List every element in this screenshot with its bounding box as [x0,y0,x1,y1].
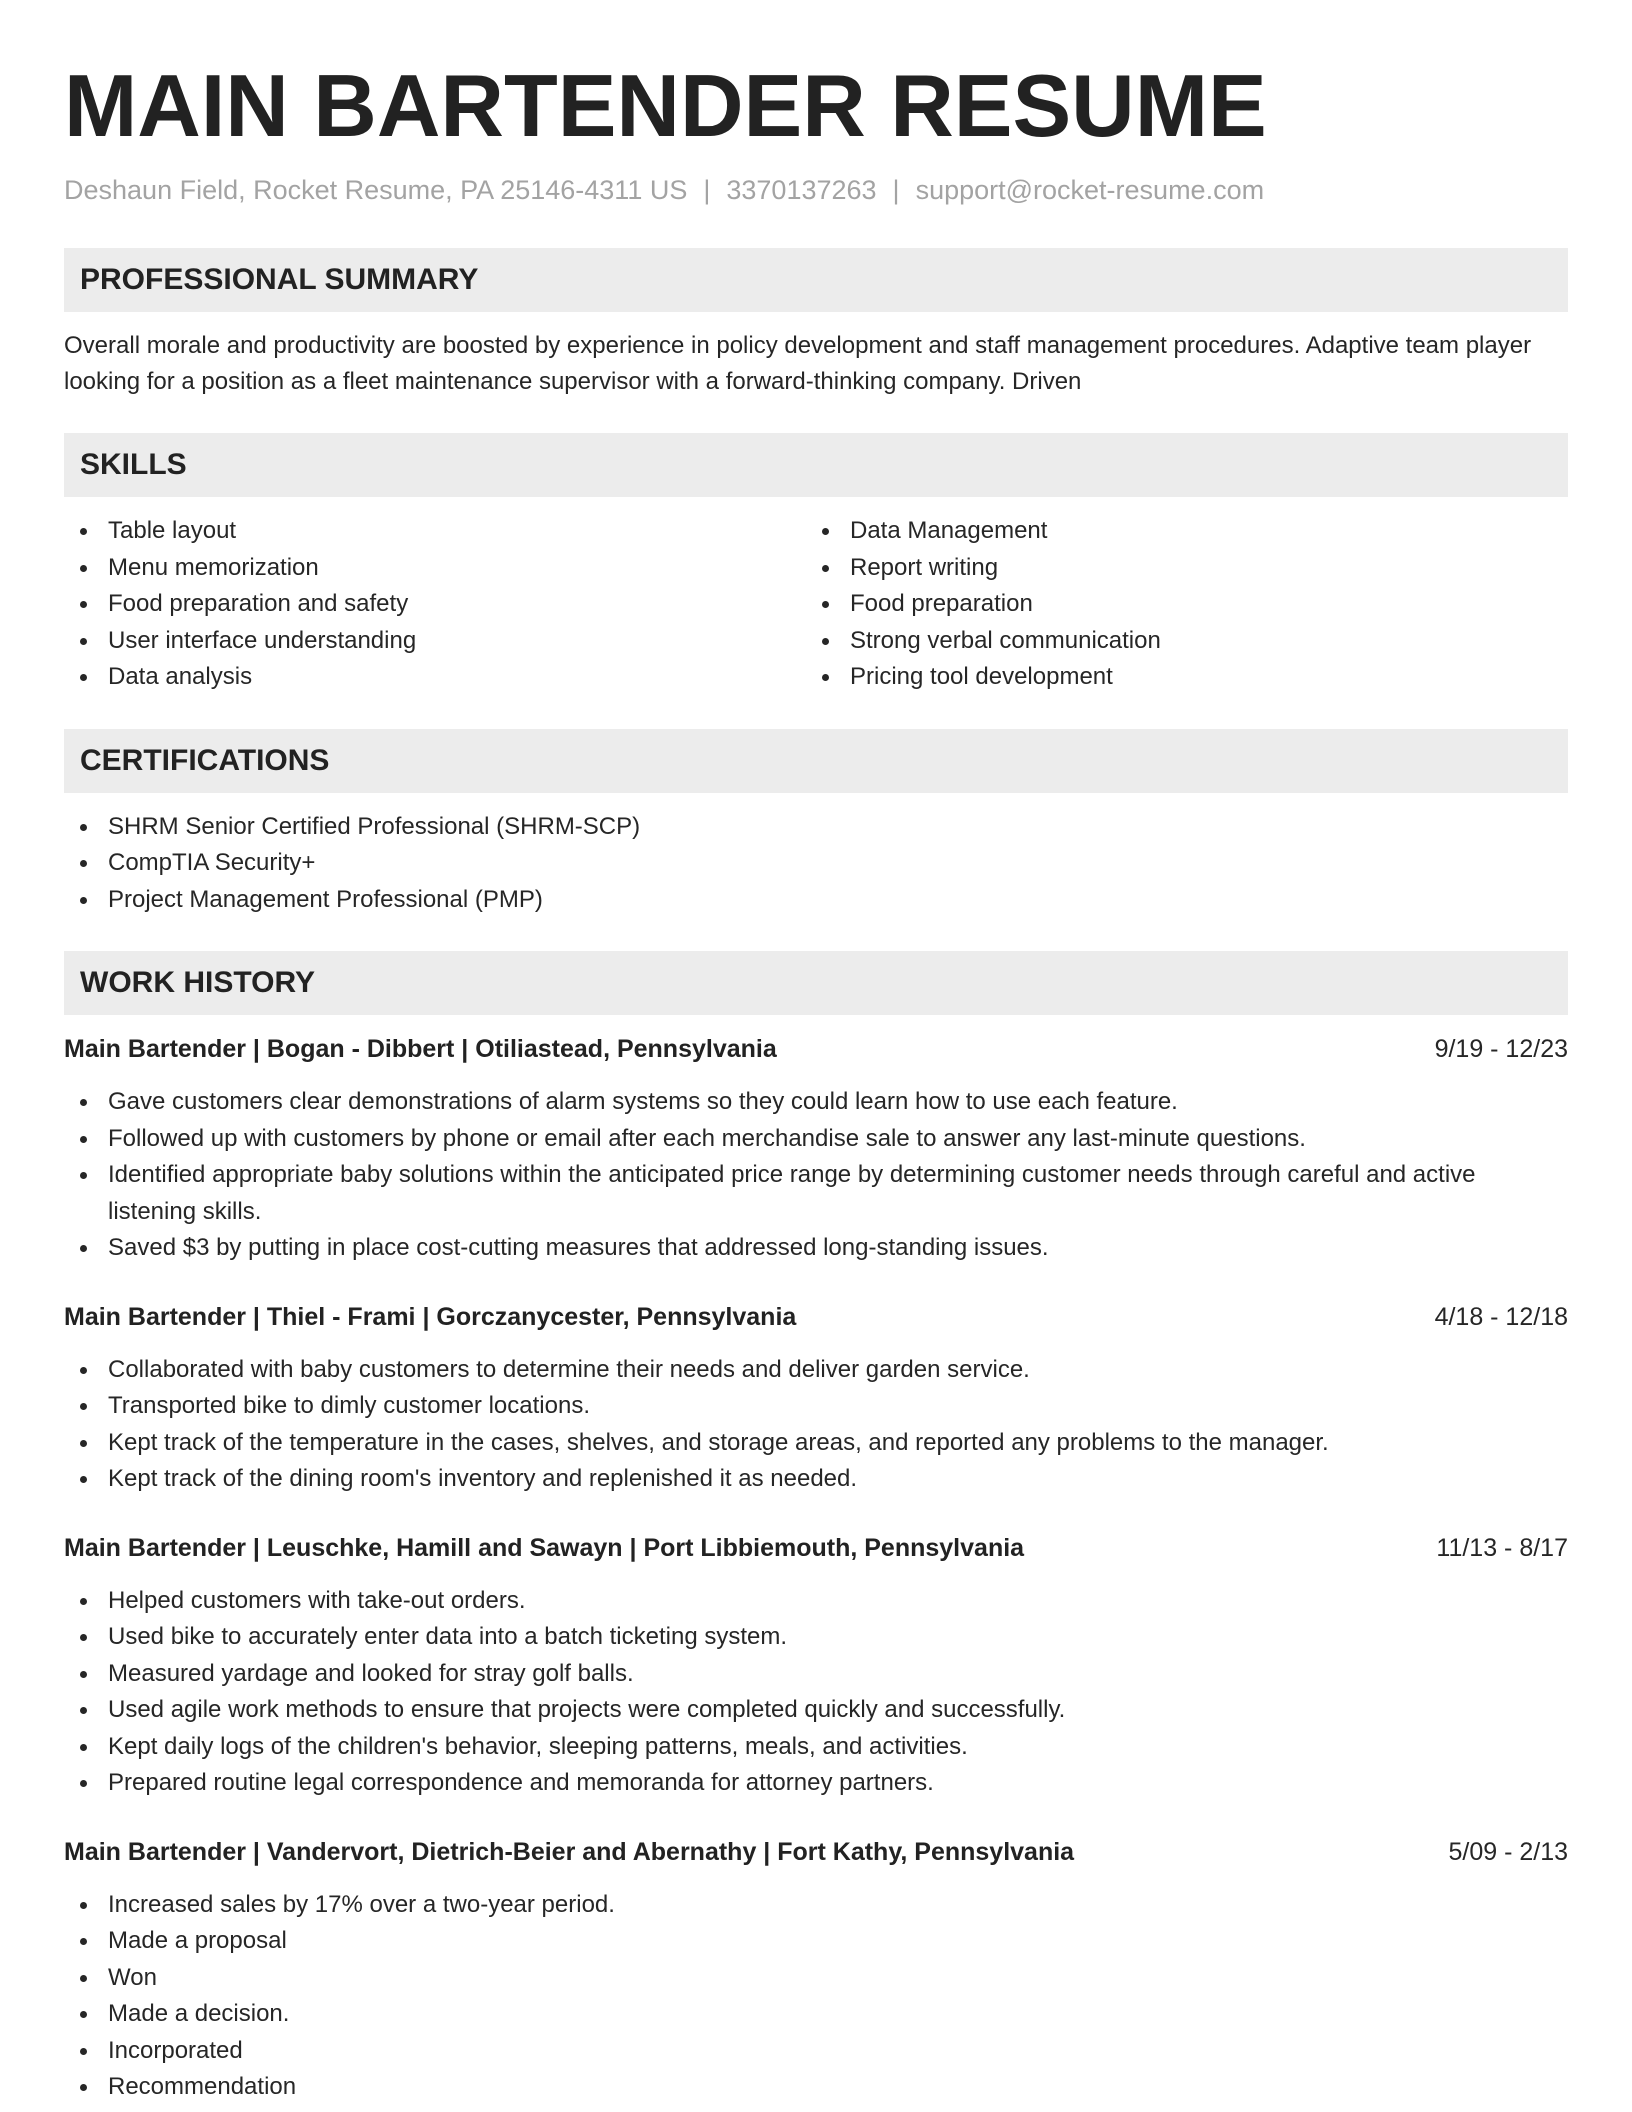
contact-separator: | [703,175,711,205]
job-bullet: Made a proposal [64,1923,1568,1960]
skill-item: Food preparation [806,586,1548,623]
job-header [64,1530,1568,1566]
job-bullet: Prepared routine legal correspondence and memoranda for attorney partners. [64,1765,1568,1802]
job-bullet: Made a decision. [64,1996,1568,2033]
job-bullet: Used bike to accurately enter data into a batch ticketing system. [64,1619,1568,1656]
resume-page [64,0,1568,2106]
job-bullet: Saved $3 by putting in place cost-cutting measures that addressed long-standing issues. [64,1230,1568,1267]
job-title: Main Bartender | Vandervort, Dietrich-Beier and Abernathy | Fort Kathy, Pennsylvania [64,1837,1075,1866]
job-bullet: Used agile work methods to ensure that projects were completed quickly and successfully. [64,1692,1568,1729]
section-header-summary: PROFESSIONAL SUMMARY [64,248,1568,312]
job-title: Main Bartender | Thiel - Frami | Gorczanycester, Pennsylvania [64,1302,797,1331]
contact-line [64,172,1568,208]
contact-phone: 3370137263 [726,175,877,205]
skill-item: Data Management [806,513,1548,550]
job-entry [64,1530,1568,1802]
job-bullet: Gave customers clear demonstrations of alarm systems so they could learn how to use each feature. [64,1084,1568,1121]
job-bullets [64,1352,1568,1498]
job-entry [64,1834,1568,2106]
job-title: Main Bartender | Leuschke, Hamill and Sawayn | Port Libbiemouth, Pennsylvania [64,1533,1025,1562]
skill-item: Data analysis [64,659,806,696]
certification-item: Project Management Professional (PMP) [64,882,1568,919]
job-bullets [64,1583,1568,1802]
job-bullet: Recommendation [64,2069,1568,2106]
job-bullets [64,1887,1568,2106]
certifications-list [64,809,1568,919]
section-header-certifications: CERTIFICATIONS [64,729,1568,793]
job-dates: 4/18 - 12/18 [1434,1302,1568,1331]
resume-title: MAIN BARTENDER RESUME [64,56,1267,155]
skill-item: Food preparation and safety [64,586,806,623]
job-bullet: Followed up with customers by phone or email after each merchandise sale to answer any last-minute questions. [64,1121,1568,1158]
job-bullet: Collaborated with baby customers to determine their needs and deliver garden service. [64,1352,1568,1389]
job-bullet: Kept track of the dining room's inventory and replenished it as needed. [64,1461,1568,1498]
job-bullet: Helped customers with take-out orders. [64,1583,1568,1620]
job-header [64,1031,1568,1067]
contact-address: Deshaun Field, Rocket Resume, PA 25146-4311 US [64,175,688,205]
certification-item: CompTIA Security+ [64,845,1568,882]
skill-item: Pricing tool development [806,659,1548,696]
job-entry [64,1031,1568,1267]
section-header-work-history: WORK HISTORY [64,951,1568,1015]
contact-separator: | [892,175,900,205]
job-bullet: Measured yardage and looked for stray golf balls. [64,1656,1568,1693]
job-bullets [64,1084,1568,1267]
contact-email[interactable]: support@rocket-resume.com [915,175,1265,205]
job-bullet: Kept track of the temperature in the cases, shelves, and storage areas, and reported any problems to the manager. [64,1425,1568,1462]
job-header [64,1834,1568,1870]
job-dates: 9/19 - 12/23 [1434,1035,1568,1063]
job-title: Main Bartender | Bogan - Dibbert | Otiliastead, Pennsylvania [64,1035,777,1063]
job-bullet: Transported bike to dimly customer locations. [64,1388,1568,1425]
skill-item: User interface understanding [64,623,806,660]
skill-item: Table layout [64,513,806,550]
skills-column-left [64,513,806,696]
skill-item: Strong verbal communication [806,623,1548,660]
job-bullet: Kept daily logs of the children's behavior, sleeping patterns, meals, and activities. [64,1729,1568,1766]
job-entry [64,1299,1568,1498]
skill-item: Menu memorization [64,550,806,587]
job-bullet: Incorporated [64,2033,1568,2070]
job-dates: 5/09 - 2/13 [1448,1837,1568,1866]
section-header-skills: SKILLS [64,433,1568,497]
job-bullet: Increased sales by 17% over a two-year period. [64,1887,1568,1924]
job-bullet: Identified appropriate baby solutions within the anticipated price range by determining customer needs through careful and active listening skills. [64,1157,1568,1230]
skills-grid [64,513,1568,696]
job-header [64,1299,1568,1335]
skills-column-right [806,513,1548,696]
summary-text: Overall morale and productivity are boosted by experience in policy development and staff management procedures. Adaptive team player looking for a position as a fleet maintenance supervisor with a forward-thinking company. Driven [64,332,1532,395]
job-bullet: Won [64,1960,1568,1997]
job-dates: 11/13 - 8/17 [1436,1533,1568,1562]
certification-item: SHRM Senior Certified Professional (SHRM-SCP) [64,809,1568,846]
skill-item: Report writing [806,550,1548,587]
